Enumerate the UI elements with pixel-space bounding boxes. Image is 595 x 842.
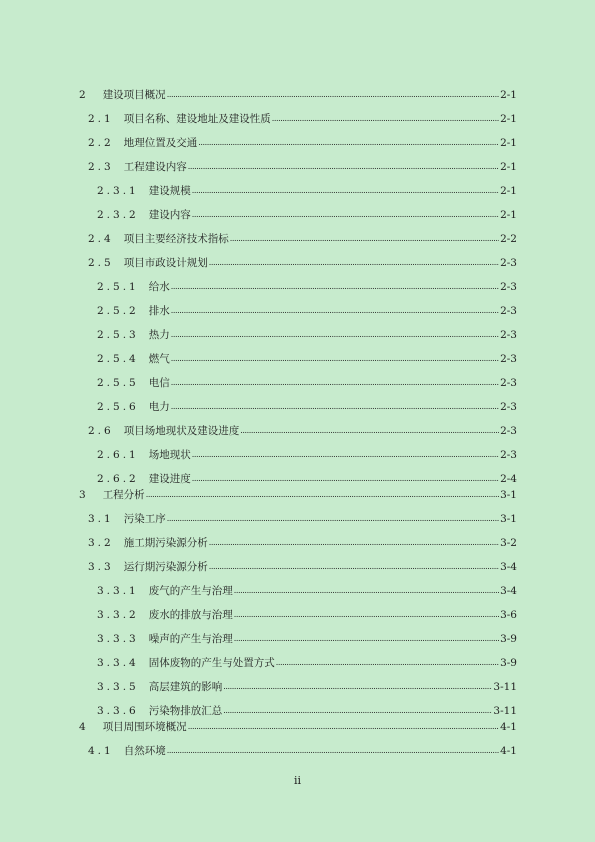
toc-dot-leader	[188, 719, 499, 734]
toc-dot-leader	[171, 351, 499, 366]
toc-entry-page: 3-4	[500, 561, 517, 573]
toc-entry-page: 3-11	[493, 705, 517, 717]
toc-entry-page: 2-2	[500, 233, 517, 245]
toc-entry-title: 场地现状	[148, 449, 191, 461]
toc-entry-page: 3-11	[493, 681, 517, 693]
toc-entry-title: 项目场地现状及建设进度	[123, 425, 240, 437]
toc-entry[interactable]	[97, 680, 517, 695]
toc-entry[interactable]	[97, 584, 517, 599]
toc-dot-leader	[272, 111, 499, 126]
toc-entry[interactable]	[88, 512, 517, 527]
toc-entry-number: 2.5.2	[97, 305, 139, 317]
toc-dot-leader	[192, 447, 499, 462]
toc-entry[interactable]	[97, 280, 517, 295]
toc-entry-page: 3-1	[500, 513, 517, 525]
toc-entry[interactable]	[97, 328, 517, 343]
toc-entry-title: 项目市政设计规划	[123, 257, 208, 269]
toc-entry-number: 3.3.5	[97, 681, 139, 693]
toc-entry-number: 2.6.2	[97, 473, 139, 485]
toc-entry-title: 工程建设内容	[123, 161, 187, 173]
toc-dot-leader	[234, 583, 499, 598]
toc-entry-number: 2.5.5	[97, 377, 139, 389]
toc-entry-page: 2-1	[500, 185, 517, 197]
toc-entry-number: 3.3.1	[97, 585, 139, 597]
toc-dot-leader	[209, 535, 499, 550]
toc-entry-title: 建设内容	[148, 209, 191, 221]
toc-entry-page: 2-3	[500, 329, 517, 341]
toc-entry-title: 污染物排放汇总	[148, 705, 223, 717]
toc-entry[interactable]	[88, 424, 517, 439]
toc-dot-leader	[276, 655, 499, 670]
toc-dot-leader	[198, 135, 499, 150]
toc-entry-number: 2.6	[88, 425, 114, 437]
toc-entry[interactable]	[79, 88, 517, 103]
toc-entry-number: 2.3	[88, 161, 114, 173]
toc-entry[interactable]	[88, 256, 517, 271]
toc-entry[interactable]	[97, 376, 517, 391]
toc-dot-leader	[171, 327, 499, 342]
toc-entry-number: 2.5.6	[97, 401, 139, 413]
toc-entry-number: 2.3.2	[97, 209, 139, 221]
toc-entry-title: 噪声的产生与治理	[148, 633, 233, 645]
toc-entry-page: 2-1	[500, 89, 517, 101]
toc-entry[interactable]	[88, 560, 517, 575]
toc-entry-number: 2.5.1	[97, 281, 139, 293]
toc-dot-leader	[188, 159, 499, 174]
toc-entry-page: 2-3	[500, 401, 517, 413]
toc-entry-title: 项目名称、建设地址及建设性质	[123, 113, 271, 125]
toc-entry[interactable]	[97, 704, 517, 719]
toc-entry-number: 3.3.2	[97, 609, 139, 621]
toc-entry-title: 建设项目概况	[102, 89, 166, 101]
toc-entry-title: 固体废物的产生与处置方式	[148, 657, 275, 669]
toc-entry-title: 自然环境	[123, 745, 166, 757]
toc-entry-title: 运行期污染源分析	[123, 561, 208, 573]
toc-entry[interactable]	[97, 608, 517, 623]
toc-entry-title: 地理位置及交通	[123, 137, 198, 149]
toc-entry[interactable]	[97, 448, 517, 463]
toc-entry-page: 2-1	[500, 113, 517, 125]
toc-entry-title: 热力	[148, 329, 170, 341]
toc-entry-title: 废水的排放与治理	[148, 609, 233, 621]
toc-entry-number: 3.2	[88, 537, 114, 549]
toc-entry-title: 高层建筑的影响	[148, 681, 223, 693]
toc-entry-title: 项目主要经济技术指标	[123, 233, 229, 245]
toc-entry-page: 2-3	[500, 449, 517, 461]
toc-entry-number: 2.2	[88, 137, 114, 149]
toc-dot-leader	[167, 87, 499, 102]
toc-entry[interactable]	[97, 184, 517, 199]
toc-entry-title: 给水	[148, 281, 170, 293]
toc-entry-page: 3-4	[500, 585, 517, 597]
toc-entry-number: 2.5.3	[97, 329, 139, 341]
toc-dot-leader	[167, 743, 499, 758]
toc-dot-leader	[240, 423, 499, 438]
page-number: ii	[293, 774, 302, 787]
toc-entry-page: 3-9	[500, 657, 517, 669]
toc-entry[interactable]	[88, 232, 517, 247]
toc-dot-leader	[192, 471, 499, 486]
toc-entry-number: 2.6.1	[97, 449, 139, 461]
toc-entry[interactable]	[88, 744, 517, 759]
toc-entry-title: 电信	[148, 377, 170, 389]
toc-entry[interactable]	[88, 136, 517, 151]
toc-entry[interactable]	[88, 536, 517, 551]
toc-entry[interactable]	[97, 472, 517, 487]
toc-entry-number: 3.1	[88, 513, 114, 525]
toc-dot-leader	[223, 703, 492, 718]
toc-entry[interactable]	[97, 632, 517, 647]
toc-entry-title: 电力	[148, 401, 170, 413]
toc-entry[interactable]	[88, 160, 517, 175]
toc-entry-page: 2-3	[500, 281, 517, 293]
toc-entry-number: 2.5.4	[97, 353, 139, 365]
toc-entry-number: 4.1	[88, 745, 114, 757]
toc-entry-title: 建设规模	[148, 185, 191, 197]
toc-entry-page: 2-1	[500, 161, 517, 173]
toc-dot-leader	[171, 375, 499, 390]
toc-entry-page: 2-3	[500, 353, 517, 365]
toc-entry-title: 建设进度	[148, 473, 191, 485]
toc-entry[interactable]	[97, 304, 517, 319]
toc-entry-title: 工程分析	[102, 489, 145, 501]
toc-entry-page: 2-3	[500, 377, 517, 389]
toc-dot-leader	[171, 399, 499, 414]
toc-entry-title: 废气的产生与治理	[148, 585, 233, 597]
toc-entry-page: 3-1	[500, 489, 517, 501]
toc-entry[interactable]	[97, 400, 517, 415]
toc-entry-page: 2-3	[500, 425, 517, 437]
toc-entry[interactable]	[97, 352, 517, 367]
toc-dot-leader	[192, 207, 499, 222]
toc-entry-page: 4-1	[500, 745, 517, 757]
toc-dot-leader	[234, 607, 499, 622]
toc-entry-number: 3	[79, 489, 89, 501]
toc-entry-title: 排水	[148, 305, 170, 317]
toc-entry[interactable]	[97, 656, 517, 671]
toc-entry-title: 燃气	[148, 353, 170, 365]
toc-dot-leader	[223, 679, 492, 694]
toc-dot-leader	[171, 279, 499, 294]
toc-entry-title: 项目周围环境概况	[102, 721, 187, 733]
toc-entry-title: 污染工序	[123, 513, 166, 525]
toc-entry-number: 2.1	[88, 113, 114, 125]
toc-entry-page: 2-3	[500, 257, 517, 269]
toc-entry[interactable]	[79, 720, 517, 735]
toc-entry-number: 4	[79, 721, 89, 733]
toc-dot-leader	[192, 183, 499, 198]
toc-entry-number: 2	[79, 89, 89, 101]
toc-entry-page: 2-1	[500, 137, 517, 149]
toc-entry-number: 3.3	[88, 561, 114, 573]
toc-dot-leader	[230, 231, 499, 246]
toc-dot-leader	[234, 631, 499, 646]
toc-entry-page: 4-1	[500, 721, 517, 733]
toc-entry-page: 2-4	[500, 473, 517, 485]
toc-dot-leader	[209, 559, 499, 574]
toc-dot-leader	[167, 511, 499, 526]
toc-entry-number: 2.3.1	[97, 185, 139, 197]
toc-entry-page: 2-1	[500, 209, 517, 221]
toc-dot-leader	[171, 303, 499, 318]
toc-entry-page: 3-2	[500, 537, 517, 549]
toc-entry-page: 3-9	[500, 633, 517, 645]
toc-entry-number: 2.4	[88, 233, 114, 245]
toc-entry-number: 3.3.3	[97, 633, 139, 645]
toc-entry-number: 3.3.6	[97, 705, 139, 717]
toc-entry-number: 3.3.4	[97, 657, 139, 669]
toc-dot-leader	[209, 255, 499, 270]
toc-entry[interactable]	[88, 112, 517, 127]
toc-entry-number: 2.5	[88, 257, 114, 269]
toc-entry[interactable]	[97, 208, 517, 223]
toc-entry-page: 2-3	[500, 305, 517, 317]
toc-dot-leader	[146, 487, 499, 502]
toc-entry[interactable]	[79, 488, 517, 503]
toc-entry-title: 施工期污染源分析	[123, 537, 208, 549]
toc-entry-page: 3-6	[500, 609, 517, 621]
